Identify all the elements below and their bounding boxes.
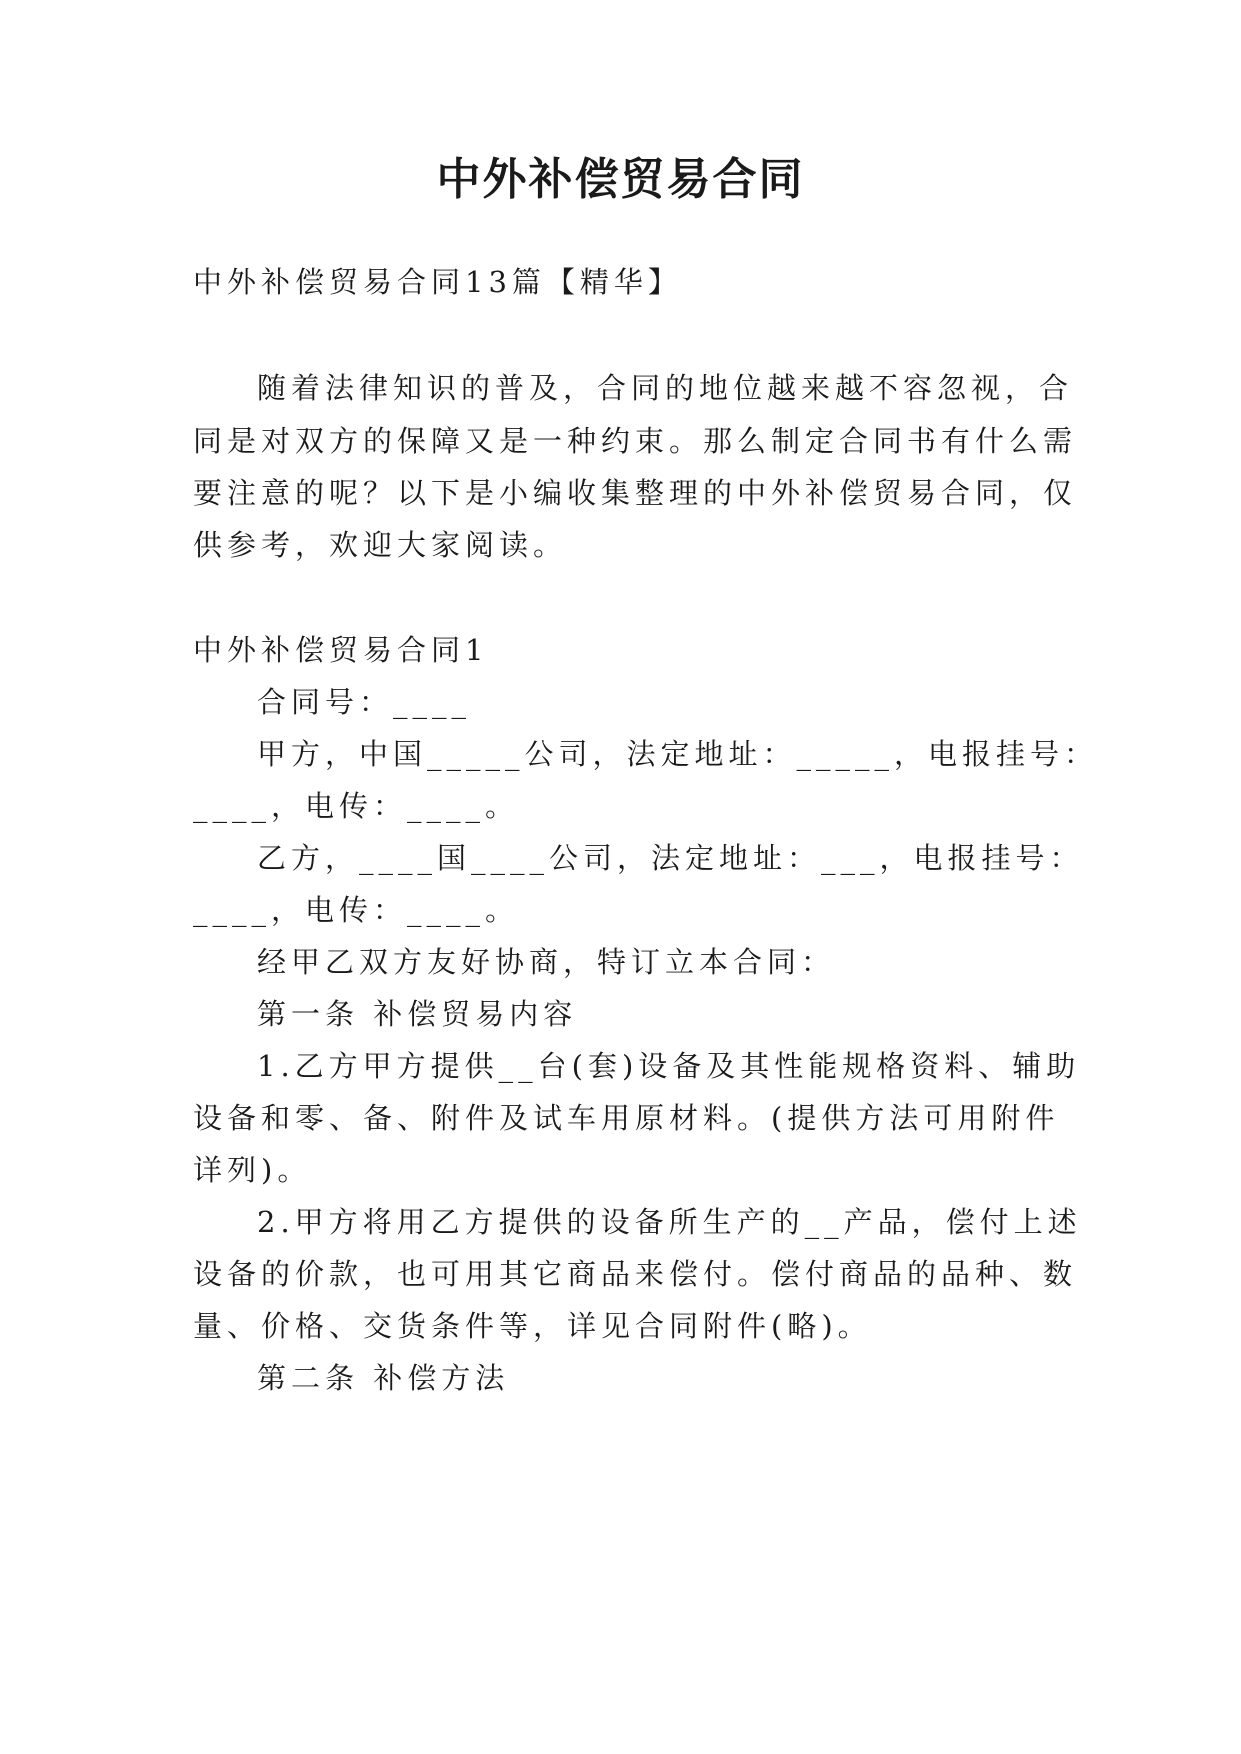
clause-1-line-2: 设备和零、备、附件及试车用原材料。(提供方法可用附件 [193,1101,1060,1135]
intro-line-4: 供参考，欢迎大家阅读。 [193,528,568,562]
intro-line-1: 随着法律知识的普及，合同的地位越来越不容忽视，合 [257,371,1074,405]
article-1-heading: 第一条 补偿贸易内容 [257,997,578,1031]
section-heading: 中外补偿贸易合同1 [193,633,489,667]
party-b-line-2: ____，电传：____。 [193,893,520,927]
intro-line-3: 要注意的呢？以下是小编收集整理的中外补偿贸易合同，仅 [193,476,1078,510]
party-b-line-1: 乙方，____国____公司，法定地址：___，电报挂号： [257,841,1084,875]
clause-2-line-1: 2.甲方将用乙方提供的设备所生产的__产品，偿付上述 [257,1205,1082,1239]
clause-1-line-3: 详列)。 [193,1153,312,1187]
document-subtitle: 中外补偿贸易合同13篇【精华】 [193,265,682,299]
agreement-statement: 经甲乙双方友好协商，特订立本合同： [257,945,836,979]
contract-number: 合同号：____ [257,685,472,719]
clause-2-line-3: 量、价格、交货条件等，详见合同附件(略)。 [193,1309,872,1343]
document-title: 中外补偿贸易合同 [436,154,805,205]
clause-2-line-2: 设备的价款，也可用其它商品来偿付。偿付商品的品种、数 [193,1257,1078,1291]
party-a-line-2: ____，电传：____。 [193,789,520,823]
article-2-heading: 第二条 补偿方法 [257,1361,510,1395]
clause-1-line-1: 1.乙方甲方提供__台(套)设备及其性能规格资料、辅助 [257,1049,1081,1083]
intro-line-2: 同是对双方的保障又是一种约束。那么制定合同书有什么需 [193,424,1078,458]
party-a-line-1: 甲方，中国_____公司，法定地址：_____，电报挂号： [257,737,1099,771]
